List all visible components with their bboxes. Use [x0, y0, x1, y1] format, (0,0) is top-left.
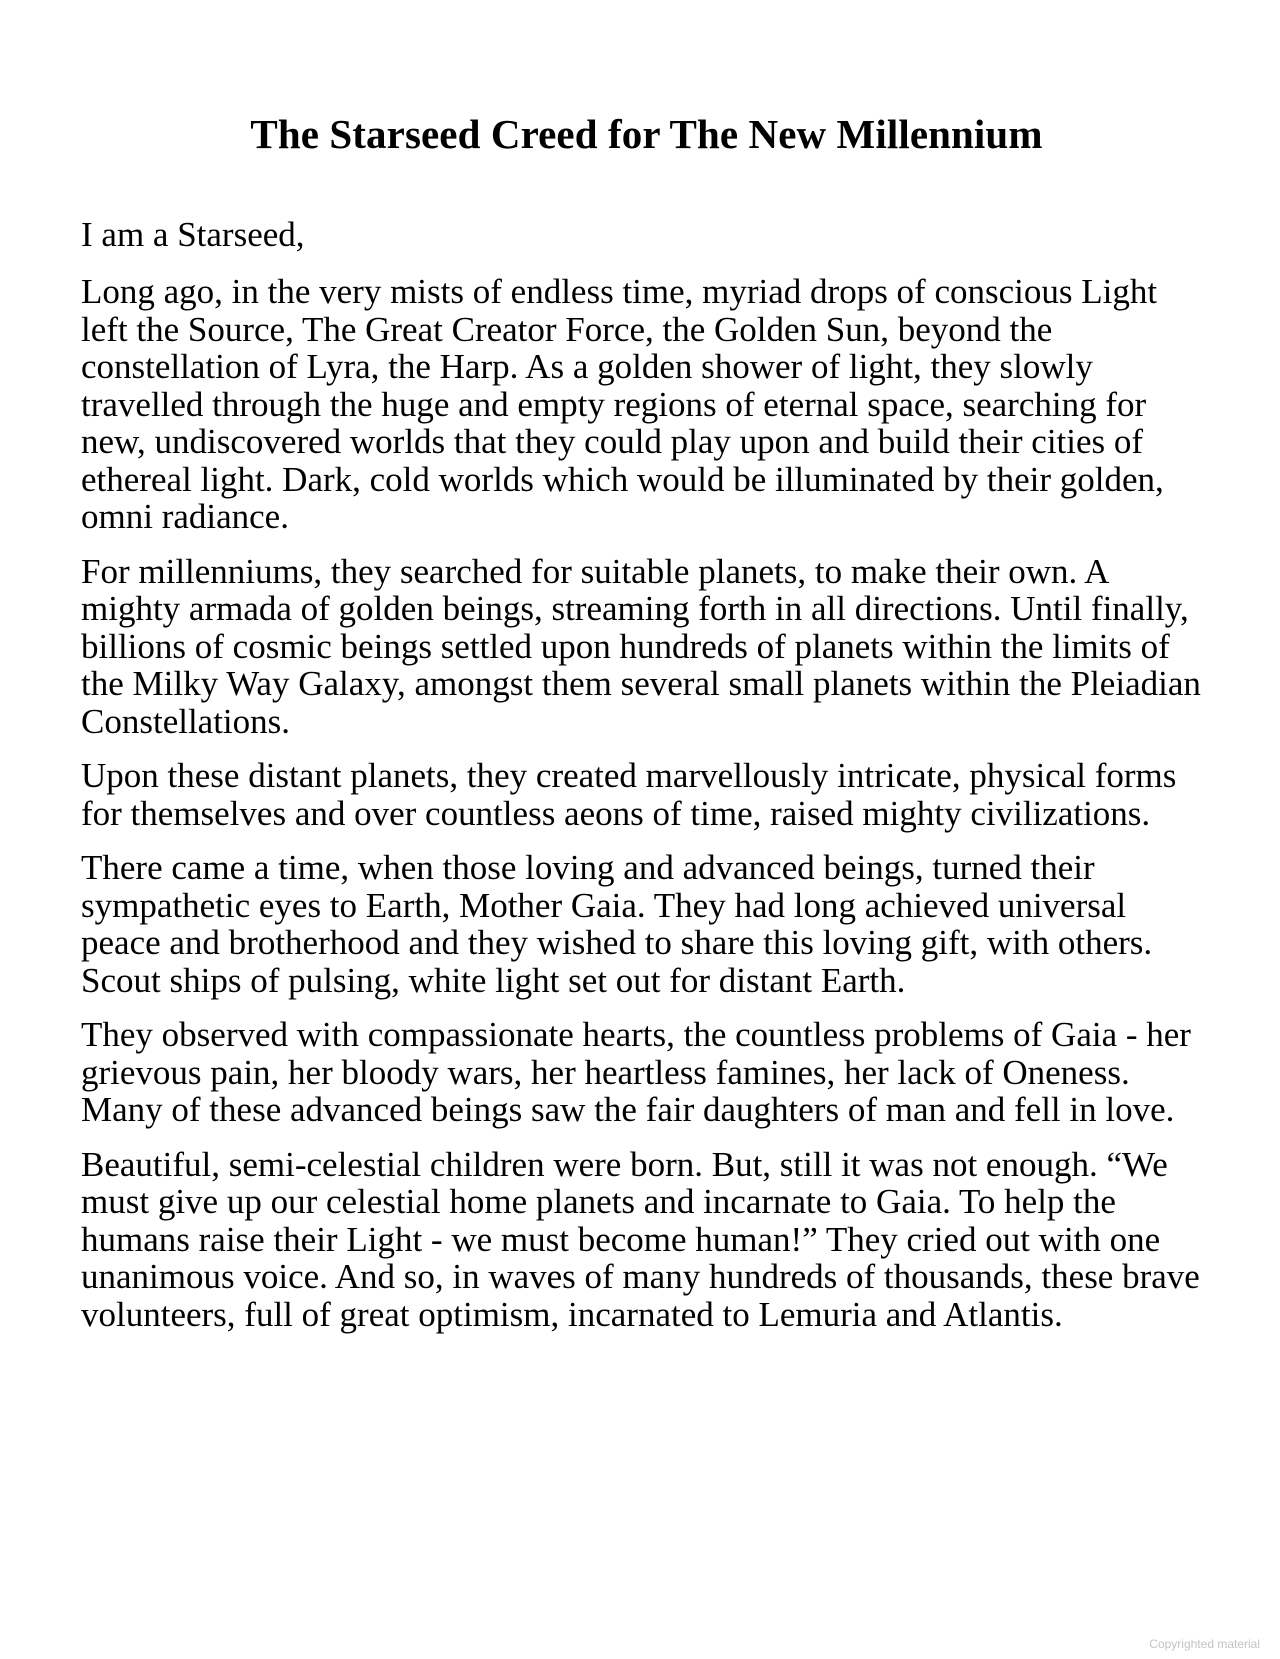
paragraph: Upon these distant planets, they created marvellously intricate, physical forms for themselves and over countless aeons of time, raised mighty civilizations. — [81, 756, 1177, 833]
copyright-watermark: Copyrighted material — [1149, 1637, 1260, 1651]
paragraph: They observed with compassionate hearts, the countless problems of Gaia - her grievous pain, her bloody wars, her heartless famines, her lack of Oneness. Many of these advanced beings saw the fair daughters of man and fell in love. — [81, 1015, 1191, 1129]
paragraph: For millenniums, they searched for suitable planets, to make their own. A mighty armada of golden beings, streaming forth in all directions. Until finally, billions of cosmic beings settled upon hundreds of planets within the limits of the Milky Way Galaxy, amongst them several small planets within the Pleiadian Constellations. — [81, 551, 1201, 741]
document-title: The Starseed Creed for The New Millennium — [250, 111, 1043, 157]
greeting-line: I am a Starseed, — [81, 215, 305, 254]
paragraph: Long ago, in the very mists of endless time, myriad drops of conscious Light left the Source, The Great Creator Force, the Golden Sun, beyond the constellation of Lyra, the Harp. As a golden shower of light, they slowly travelled through the huge and empty regions of eternal space, searching for new, undiscovered worlds that they could play upon and build their cities of ethereal light. Dark, cold worlds which would be illuminated by their golden, omni radiance. — [81, 272, 1164, 536]
paragraph: There came a time, when those loving and advanced beings, turned their sympathetic eyes to Earth, Mother Gaia. They had long achieved universal peace and brotherhood and they wished to share this loving gift, with others. Scout ships of pulsing, white light set out for distant Earth. — [81, 848, 1153, 1000]
paragraph: Beautiful, semi-celestial children were born. But, still it was not enough. “We must give up our celestial home planets and incarnate to Gaia. To help the humans raise their Light - we must become human!” They cried out with one unanimous voice. And so, in waves of many hundreds of thousands, these brave volunteers, full of great optimism, incarnated to Lemuria and Atlantis. — [81, 1144, 1200, 1334]
